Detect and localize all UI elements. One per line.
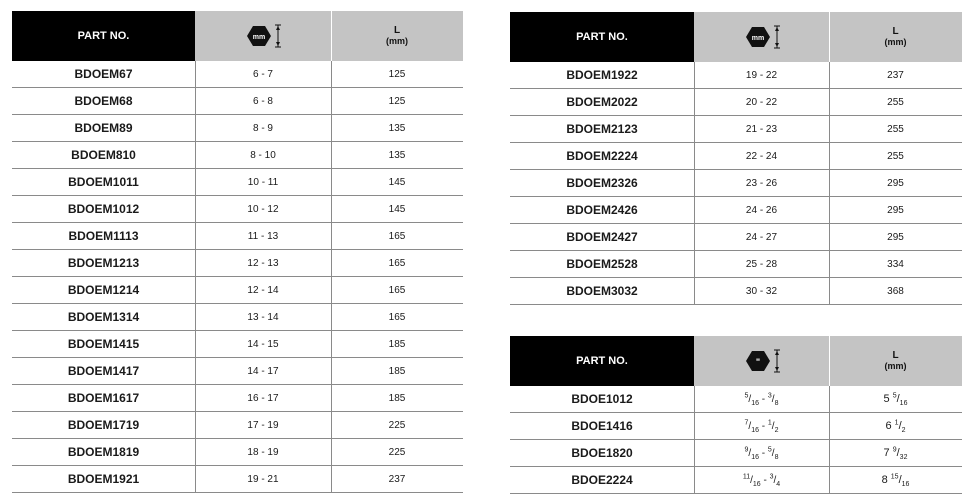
table-row	[12, 331, 463, 358]
dimension-arrow-icon	[774, 26, 780, 48]
metric-table-right	[510, 12, 962, 305]
size-range: 6 - 8	[252, 95, 273, 107]
length-unit: (mm)	[386, 36, 408, 46]
size-range: 25 - 28	[745, 258, 778, 270]
table-row	[12, 250, 463, 277]
table-row	[510, 89, 962, 116]
hex-nut-icon	[740, 347, 784, 375]
size-range: 20 - 22	[745, 96, 778, 108]
size-range: 12 - 14	[247, 284, 279, 296]
size-range: 19 - 22	[745, 69, 778, 81]
dimension-arrow-icon	[275, 25, 281, 47]
size-range: 11 - 13	[247, 230, 279, 242]
size-range: 8 - 10	[250, 149, 276, 161]
table-row	[12, 304, 463, 331]
table-row	[12, 223, 463, 250]
part-number: BDOEM810	[71, 148, 136, 162]
length-value: 135	[388, 122, 406, 134]
length-value: 145	[388, 176, 406, 188]
hex-nut-icon	[241, 22, 285, 50]
imperial-table	[510, 336, 962, 494]
table-row	[12, 466, 463, 493]
size-range: 22 - 24	[745, 150, 778, 162]
part-number: BDOEM1113	[68, 229, 139, 243]
table-row	[510, 143, 962, 170]
length-value: 185	[388, 365, 406, 377]
size-range: 24 - 27	[745, 231, 778, 243]
table-body	[510, 62, 962, 305]
length-value: 334	[887, 258, 904, 270]
table-body	[12, 61, 463, 493]
table-row	[12, 277, 463, 304]
size-range: 8 - 9	[252, 122, 273, 134]
length-value: 145	[388, 203, 406, 215]
length-header	[829, 336, 962, 386]
part-number: BDOE1416	[571, 419, 633, 433]
table-row	[12, 385, 463, 412]
size-range: 18 - 19	[247, 446, 279, 458]
length-value: 165	[388, 257, 406, 269]
length-value: 225	[388, 419, 406, 431]
table-row	[12, 358, 463, 385]
part-number: BDOEM2326	[566, 176, 638, 190]
part-number: BDOEM1415	[67, 337, 140, 351]
table-header	[510, 336, 962, 386]
length-value: 6 $^1/_2$	[885, 419, 906, 435]
size-range: $^9/_{16} - ^5/_8$	[744, 446, 779, 461]
table-row	[12, 439, 463, 466]
part-number: BDOEM3032	[566, 284, 638, 298]
size-header	[694, 12, 829, 62]
length-value: 125	[388, 95, 406, 107]
table-body	[510, 386, 962, 494]
metric-table-left	[12, 11, 463, 493]
hex-icon-text: mm	[252, 34, 266, 41]
size-range: 30 - 32	[745, 285, 778, 297]
table-row	[12, 169, 463, 196]
table-row	[510, 170, 962, 197]
table-row	[12, 142, 463, 169]
length-header	[829, 12, 962, 62]
part-number: BDOEM1314	[67, 310, 140, 324]
part-number: BDOEM1819	[67, 445, 140, 459]
length-value: 125	[388, 68, 406, 80]
table-row	[510, 224, 962, 251]
part-number: BDOE1820	[571, 446, 633, 460]
size-range: $^5/_{16} - ^3/_8$	[744, 392, 779, 407]
length-unit: (mm)	[884, 37, 907, 47]
length-value: 165	[388, 311, 406, 323]
table-row	[510, 278, 962, 305]
length-value: 135	[388, 149, 406, 161]
part-number: BDOEM1417	[67, 364, 140, 378]
length-value: 7 $^9/_{32}$	[883, 446, 908, 462]
length-value: 165	[388, 230, 406, 242]
length-value: 295	[887, 177, 904, 189]
size-range: 23 - 26	[745, 177, 778, 189]
size-range: 21 - 23	[745, 123, 778, 135]
table-row	[12, 196, 463, 223]
part-no-header: PART NO.	[510, 12, 694, 62]
part-number: BDOEM68	[74, 94, 133, 108]
length-value: 255	[887, 96, 904, 108]
size-range: 19 - 21	[247, 473, 279, 485]
part-number: BDOE2224	[571, 473, 633, 487]
length-value: 185	[388, 392, 406, 404]
table-row	[510, 413, 962, 440]
table-row	[12, 115, 463, 142]
length-value: 255	[887, 123, 904, 135]
size-range: $^{11}/_{16} - ^3/_4$	[742, 473, 781, 488]
length-header	[331, 11, 463, 61]
part-number: BDOEM2022	[566, 95, 638, 109]
part-number: BDOEM1214	[67, 283, 140, 297]
size-range: 12 - 13	[247, 257, 279, 269]
part-number: BDOEM1011	[68, 175, 139, 189]
table-header	[12, 11, 463, 61]
part-number: BDOEM2123	[566, 122, 638, 136]
length-value: 185	[388, 338, 406, 350]
table-row	[510, 251, 962, 278]
table-row	[510, 116, 962, 143]
table-row	[510, 467, 962, 494]
table-row	[12, 61, 463, 88]
part-number: BDOEM67	[74, 67, 133, 81]
part-number: BDOEM1617	[67, 391, 140, 405]
hex-nut-icon	[740, 23, 784, 51]
part-number: BDOEM1213	[67, 256, 140, 270]
size-range: 24 - 26	[745, 204, 778, 216]
length-value: 237	[388, 473, 406, 485]
table-row	[510, 62, 962, 89]
size-header	[195, 11, 331, 61]
length-label: L	[892, 26, 899, 37]
length-value: 368	[887, 285, 904, 297]
size-range: 13 - 14	[247, 311, 279, 323]
size-range: 10 - 11	[247, 176, 279, 188]
size-range: 14 - 15	[247, 338, 279, 350]
part-number: BDOEM1012	[67, 202, 140, 216]
part-number: BDOEM89	[74, 121, 133, 135]
length-value: 165	[388, 284, 406, 296]
table-row	[12, 412, 463, 439]
length-label: L	[892, 350, 899, 361]
size-range: 10 - 12	[247, 203, 279, 215]
length-label: L	[393, 25, 401, 36]
part-number: BDOEM2427	[566, 230, 638, 244]
part-number: BDOEM1719	[67, 418, 140, 432]
table-row	[510, 386, 962, 413]
length-value: 237	[887, 69, 904, 81]
length-value: 295	[887, 231, 904, 243]
part-no-header: PART NO.	[510, 336, 694, 386]
size-range: 16 - 17	[247, 392, 279, 404]
part-no-header: PART NO.	[12, 11, 195, 61]
size-range: 6 - 7	[252, 68, 273, 80]
hex-icon-text: "	[755, 357, 760, 367]
table-row	[510, 440, 962, 467]
part-number: BDOEM2528	[566, 257, 638, 271]
part-number: BDOEM1922	[566, 68, 638, 82]
length-unit: (mm)	[884, 361, 907, 371]
hex-icon-text: mm	[751, 35, 764, 42]
table-row	[12, 88, 463, 115]
length-value: 295	[887, 204, 904, 216]
table-row	[510, 197, 962, 224]
part-number: BDOEM2224	[566, 149, 638, 163]
length-value: 8 $^{15}/_{16}$	[881, 473, 910, 489]
part-number: BDOEM2426	[566, 203, 638, 217]
part-number: BDOE1012	[571, 392, 633, 406]
size-range: 17 - 19	[247, 419, 279, 431]
length-value: 5 $^5/_{16}$	[883, 392, 908, 408]
dimension-arrow-icon	[774, 350, 780, 372]
size-range: 14 - 17	[247, 365, 279, 377]
length-value: 225	[388, 446, 406, 458]
size-header	[694, 336, 829, 386]
size-range: $^7/_{16} - ^1/_2$	[744, 419, 779, 434]
length-value: 255	[887, 150, 904, 162]
part-number: BDOEM1921	[67, 472, 140, 486]
table-header	[510, 12, 962, 62]
